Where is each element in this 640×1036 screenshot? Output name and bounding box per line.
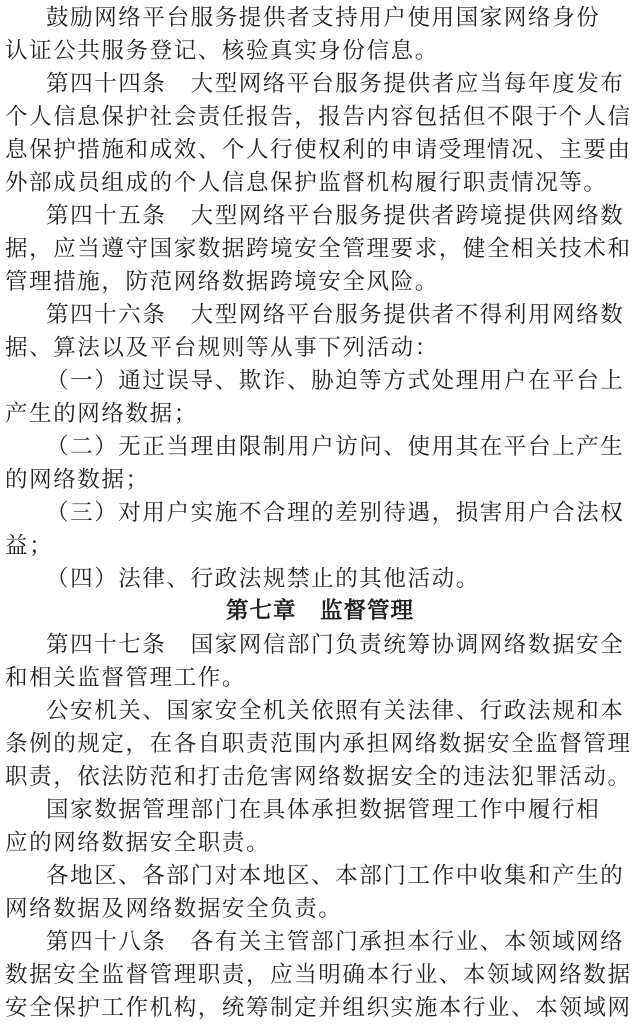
article-45-line: 第四十五条 大型网络平台服务提供者跨境提供网络数	[46, 203, 625, 229]
article-44-line: 第四十四条 大型网络平台服务提供者应当每年度发布	[46, 71, 625, 97]
article-46-line: 第四十六条 大型网络平台服务提供者不得利用网络数	[46, 302, 625, 328]
paragraph-line: 据、算法以及平台规则等从事下列活动：	[5, 335, 439, 361]
paragraph-line: 个人信息保护社会责任报告，报告内容包括但不限于个人信	[5, 104, 632, 130]
paragraph-line: 认证公共服务登记、核验真实身份信息。	[5, 38, 439, 64]
paragraph-line: 应的网络数据安全职责。	[5, 830, 271, 856]
list-item-line: （三）对用户实施不合理的差别待遇，损害用户合法权	[46, 500, 625, 526]
list-item-line: （二）无正当理由限制用户访问、使用其在平台上产生	[46, 434, 625, 460]
paragraph-line: 和相关监督管理工作。	[5, 665, 247, 691]
list-item-line: （一）通过误导、欺诈、胁迫等方式处理用户在平台上	[46, 368, 625, 394]
chapter-heading: 第七章 监督管理	[225, 598, 414, 624]
article-47-line: 第四十七条 国家网信部门负责统筹协调网络数据安全	[46, 632, 625, 658]
list-item-line: （四）法律、行政法规禁止的其他活动。	[46, 566, 480, 592]
paragraph-line: 外部成员组成的个人信息保护监督机构履行职责情况等。	[5, 170, 608, 196]
paragraph-line: 条例的规定，在各自职责范围内承担网络数据安全监督管理	[5, 731, 632, 757]
paragraph-line: 公安机关、国家安全机关依照有关法律、行政法规和本	[46, 698, 625, 724]
paragraph-line: 管理措施，防范网络数据跨境安全风险。	[5, 269, 439, 295]
paragraph-line: 网络数据及网络数据安全负责。	[5, 896, 343, 922]
paragraph-line: 数据安全监督管理职责，应当明确本行业、本领域网络数据	[5, 962, 632, 988]
paragraph-line: 各地区、各部门对本地区、本部门工作中收集和产生的	[46, 863, 625, 889]
article-48-line: 第四十八条 各有关主管部门承担本行业、本领域网络	[46, 929, 625, 955]
paragraph-line: 安全保护工作机构，统筹制定并组织实施本行业、本领域网	[5, 995, 632, 1021]
paragraph-line: 职责，依法防范和打击危害网络数据安全的违法犯罪活动。	[5, 764, 632, 790]
paragraph-line: 据，应当遵守国家数据跨境安全管理要求，健全相关技术和	[5, 236, 632, 262]
paragraph-line: 益；	[5, 533, 54, 559]
paragraph-line: 的网络数据；	[5, 467, 150, 493]
paragraph-line: 国家数据管理部门在具体承担数据管理工作中履行相	[46, 797, 601, 823]
paragraph-line: 鼓励网络平台服务提供者支持用户使用国家网络身份	[46, 5, 601, 31]
paragraph-line: 息保护措施和成效、个人行使权利的申请受理情况、主要由	[5, 137, 632, 163]
paragraph-line: 产生的网络数据；	[5, 401, 198, 427]
